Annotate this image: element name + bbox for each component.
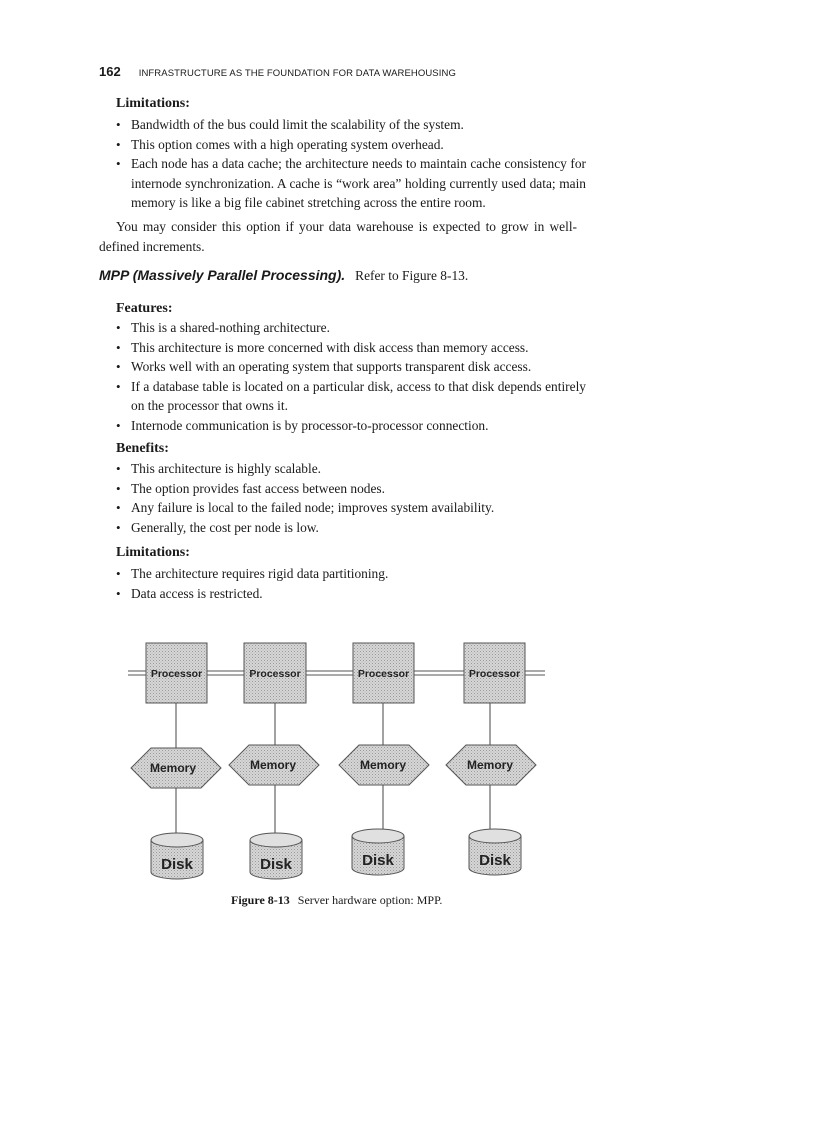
list-item-text: Bandwidth of the bus could limit the scalability of the system.: [131, 117, 464, 132]
limitations-heading: Limitations:: [116, 545, 190, 560]
node-4: [446, 643, 536, 875]
disk-top: [469, 829, 521, 843]
processor-label: Processor: [150, 668, 203, 680]
bullet-icon: •: [116, 320, 121, 335]
list-item-text: Data access is restricted.: [131, 585, 263, 601]
bullet-icon: •: [116, 480, 121, 496]
bullet-icon: •: [116, 339, 121, 355]
bullet-icon: •: [116, 461, 121, 476]
smp-paragraph: You may consider this option if your data warehouse is expected to grow in well-defined increments.: [99, 219, 577, 254]
bullet-icon: •: [116, 156, 121, 171]
disk-label: Disk: [479, 852, 511, 869]
list-item-text: The option provides fast access between nodes.: [131, 480, 385, 496]
list-item-text: Generally, the cost per node is low.: [131, 519, 319, 535]
list-item-text: Works well with an operating system that supports transparent disk access.: [131, 359, 532, 374]
mpp-title: MPP (Massively Parallel Processing).: [99, 267, 346, 283]
list-item-text: If a database table is located on a particular disk, access to that disk depends entirely on the processor that owns it.: [131, 378, 586, 413]
memory-label: Memory: [466, 758, 514, 772]
bullet-icon: •: [116, 500, 121, 515]
figure-caption-text: Server hardware option: MPP.: [297, 893, 443, 907]
bullet-icon: •: [116, 585, 121, 601]
memory-label: Memory: [249, 758, 297, 772]
figure-caption: [231, 893, 442, 908]
memory-label: Memory: [359, 758, 407, 772]
processor-label: Processor: [357, 668, 410, 680]
list-item-text: Each node has a data cache; the architecture needs to maintain cache consistency for internode synchronization. A cache is “work area” holding currently used data; main memory is like a big file cabinet stretching across the entire room.: [131, 156, 586, 210]
features-heading: Features:: [116, 301, 173, 316]
disk-label: Disk: [260, 856, 292, 873]
bullet-icon: •: [116, 117, 121, 132]
bullet-icon: •: [116, 136, 121, 152]
node-1: [131, 643, 221, 879]
node-2: [229, 643, 319, 879]
list-item-text: This architecture is more concerned with disk access than memory access.: [131, 339, 529, 355]
list-item-text: Internode communication is by processor-to-processor connection.: [131, 417, 489, 433]
list-item-text: This option comes with a high operating system overhead.: [131, 136, 444, 152]
disk-top: [352, 829, 404, 843]
disk-label: Disk: [362, 852, 394, 869]
bullet-icon: •: [116, 417, 121, 433]
figure-caption-label: Figure 8-13: [231, 893, 290, 907]
list-item-text: Any failure is local to the failed node; improves system availability.: [131, 500, 495, 515]
memory-label: Memory: [149, 761, 197, 775]
benefits-heading: Benefits:: [116, 441, 169, 456]
node-3: [339, 643, 429, 875]
bullet-icon: •: [116, 519, 121, 535]
list-item-text: The architecture requires rigid data partitioning.: [131, 566, 389, 581]
bullet-icon: •: [116, 359, 121, 374]
processor-label: Processor: [249, 668, 301, 680]
running-title: INFRASTRUCTURE AS THE FOUNDATION FOR DATA WAREHOUSING: [138, 68, 456, 79]
smp-limitations-heading: Limitations:: [116, 96, 190, 111]
bullet-icon: •: [116, 378, 121, 394]
processor-label: Processor: [468, 668, 521, 680]
page-number: 162: [99, 64, 121, 79]
list-item-text: This architecture is highly scalable.: [131, 461, 322, 476]
disk-top: [250, 833, 302, 847]
mpp-intro: Refer to Figure 8-13.: [355, 268, 469, 283]
list-item-text: This is a shared-nothing architecture.: [131, 320, 330, 335]
disk-top: [151, 833, 203, 847]
bullet-icon: •: [116, 566, 121, 581]
disk-label: Disk: [161, 856, 193, 873]
